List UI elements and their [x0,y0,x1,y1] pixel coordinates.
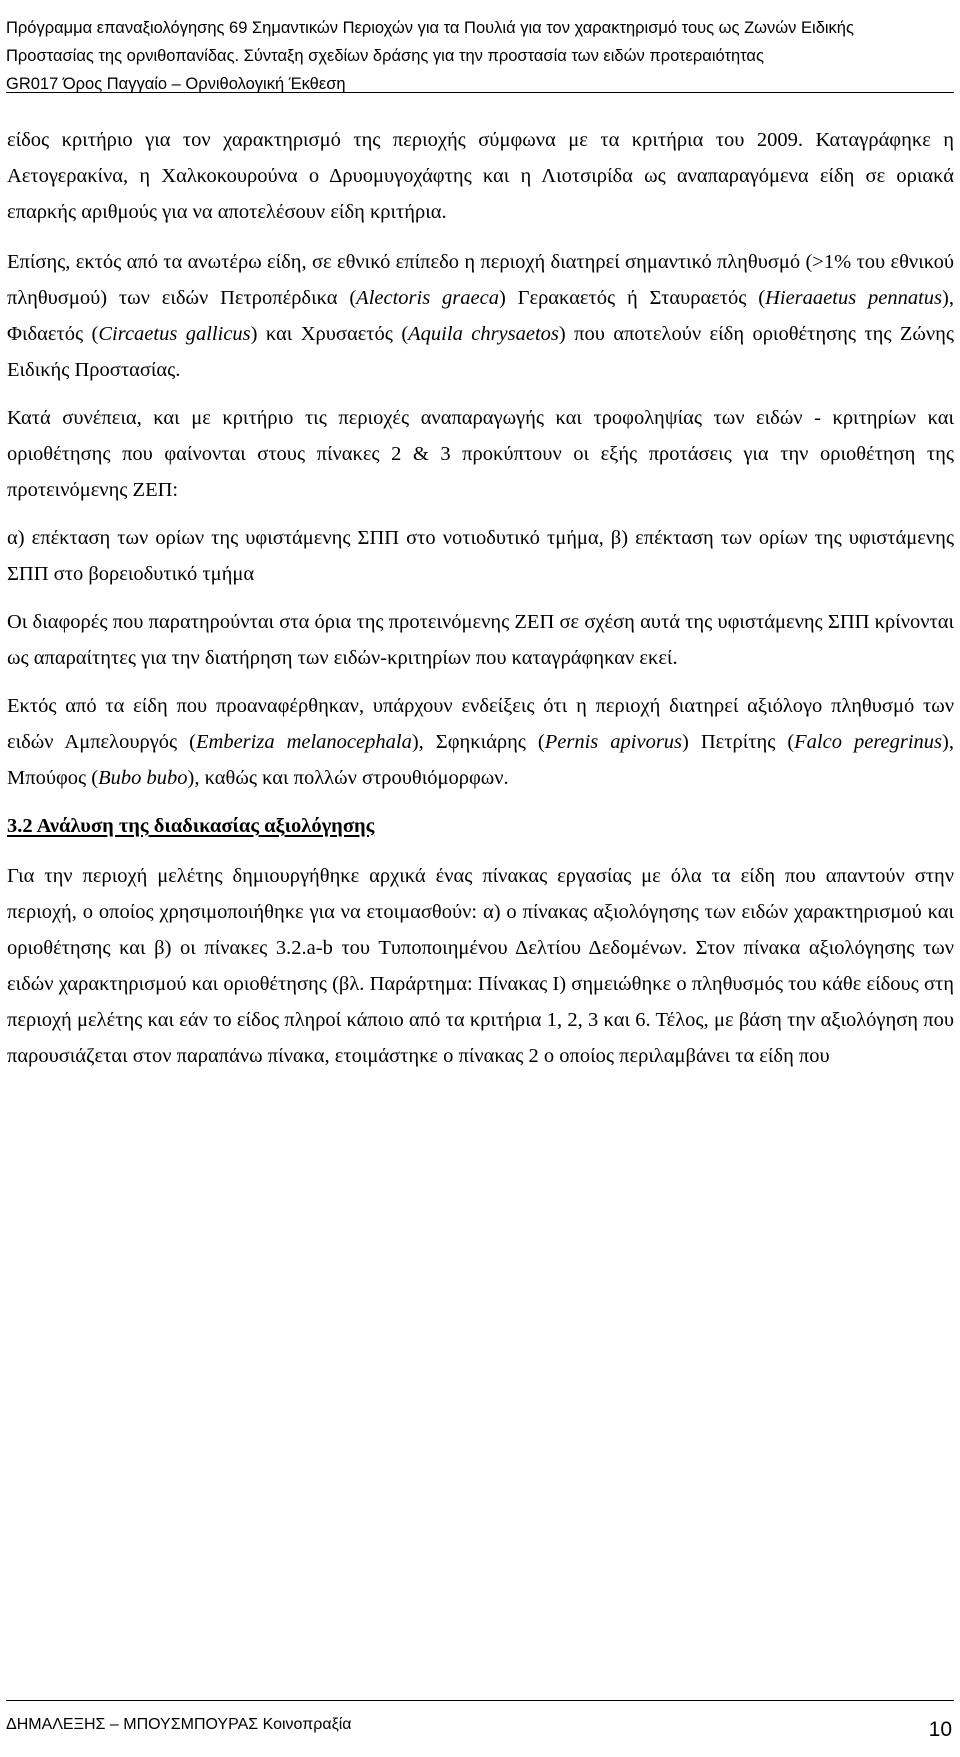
text-span: ), Σφηκιάρης ( [411,731,545,753]
document-body [7,122,954,1086]
header-divider [6,92,954,93]
section-heading: 3.2 Ανάλυση της διαδικασίας αξιολόγησης [7,815,375,837]
text-span: ) Πετρίτης ( [682,731,795,753]
text-span: ), καθώς και πολλών στρουθιόμορφων. [187,767,509,789]
header-line-1: Πρόγραμμα επαναξιολόγησης 69 Σημαντικών Περιοχών για τα Πουλιά για τον χαρακτηρισμό τους ως Ζωνών Ειδικής [6,19,854,37]
paragraph-proposals-intro: Κατά συνέπεια, και με κριτήριο τις περιοχές αναπαραγωγής και τροφοληψίας των ειδών - κριτηρίων και οριοθέτησης που φαίνονται στους πίνακες 2 & 3 προκύπτουν οι εξής προτάσεις για την οριοθέτηση της προτεινόμενης ΖΕΠ: [7,407,954,501]
species-name: Emberiza melanocephala [196,731,412,753]
footer-divider [6,1700,954,1701]
text-span: ) και Χρυσαετός ( [250,323,409,345]
text-span: Εκτός από τα είδη που προαναφέρθηκαν, υπάρχουν ενδείξεις ότι η περιοχή διατηρεί αξιόλογο πληθυσμό των ειδών Αμπελουργός ( [7,695,954,753]
paragraph-differences: Οι διαφορές που παρατηρούνται στα όρια της προτεινόμενης ΖΕΠ σε σχέση αυτά της υφιστάμενης ΣΠΠ κρίνονται ως απαραίτητες για την διατήρηση των ειδών-κριτηρίων που καταγράφηκαν εκεί. [7,611,954,669]
text-span: Επίσης, εκτός από τα ανωτέρω είδη, σε εθνικό επίπεδο η περιοχή διατηρεί σημαντικό πληθυσμό (>1% του εθνικού πληθυσμού) των ειδών Πετροπέρδικα ( [7,251,954,309]
species-name: Hieraaetus pennatus [765,287,943,309]
header-line-3: GR017 Όρος Παγγαίο – Ορνιθολογική Έκθεση [6,75,346,93]
species-name: Circaetus gallicus [98,323,251,345]
species-name: Alectoris graeca [356,287,499,309]
text-span: ) που αποτελούν είδη οριοθέτησης της Ζώνης Ειδικής Προστασίας. [7,323,955,381]
text-span: ), Φιδαετός ( [7,287,954,345]
paragraph-criteria-species: είδος κριτήριο για τον χαρακτηρισμό της περιοχής σύμφωνα με τα κριτήρια του 2009. Καταγράφηκε η Αετογερακίνα, η Χαλκοκουρούνα ο Δρυομυγοχάφτης και η Λιοτσιρίδα ως αναπαραγόμενα είδη σε οριακά επαρκής αριθμούς για να αποτελέσουν είδη κριτήρια. [7,129,954,223]
species-name: Pernis apivorus [544,731,683,753]
page-number: 10 [928,1718,952,1741]
paragraph-other-species [7,688,954,796]
footer-company: ΔΗΜΑΛΕΞΗΣ – ΜΠΟΥΣΜΠΟΥΡΑΣ Κοινοπραξία [6,1716,352,1733]
species-name: Bubo bubo [98,767,188,789]
text-span: ), Μπούφος ( [7,731,954,789]
page-header [6,14,954,98]
paragraph-evaluation-process: Για την περιοχή μελέτης δημιουργήθηκε αρχικά ένας πίνακας εργασίας με όλα τα είδη που απαντούν στην περιοχή, ο οποίος χρησιμοποιήθηκε για να ετοιμασθούν: α) ο πίνακας αξιολόγησης των ειδών χαρακτηρισμού και οριοθέτησης και β) οι πίνακες 3.2.a-b του Τυποποιημένου Δελτίου Δεδομένων. Στον πίνακα αξιολόγησης των ειδών χαρακτηρισμού και οριοθέτησης (βλ. Παράρτημα: Πίνακας Ι) σημειώθηκε ο πληθυσμός του κάθε είδους στη περιοχή μελέτης και εάν το είδος πληροί κάποιο από τα κριτήρια 1, 2, 3 και 6. Τέλος, με βάση την αξιολόγηση που παρουσιάζεται στον παραπάνω πίνακα, ετοιμάστηκε ο πίνακας 2 ο οποίος περιλαμβάνει τα είδη που [7,865,954,1067]
paragraph-national-populations [7,244,954,388]
text-span: ) Γερακαετός ή Σταυραετός ( [498,287,766,309]
species-name: Aquila chrysaetos [408,323,559,345]
paragraph-proposals: α) επέκταση των ορίων της υφιστάμενης ΣΠΠ στο νοτιοδυτικό τμήμα, β) επέκταση των ορίων της υφιστάμενης ΣΠΠ στο βορειοδυτικό τμήμα [7,527,954,585]
header-line-2: Προστασίας της ορνιθοπανίδας. Σύνταξη σχεδίων δράσης για την προστασία των ειδών προτεραιότητας [6,47,764,65]
species-name: Falco peregrinus [794,731,943,753]
